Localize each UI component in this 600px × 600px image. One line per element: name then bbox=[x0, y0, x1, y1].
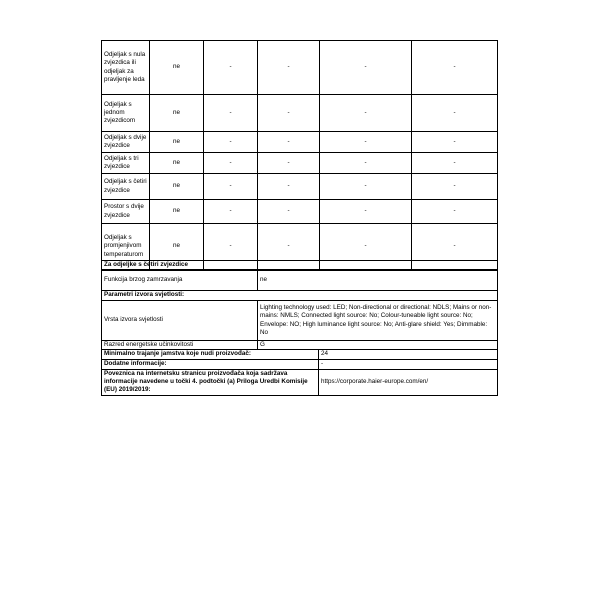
row-label: Odjeljak s četiri zvjezdice bbox=[102, 174, 150, 200]
website-link[interactable]: https://corporate.haier-europe.com/en/ bbox=[319, 370, 498, 396]
row-cell: - bbox=[412, 95, 498, 132]
row-label: Odjeljak s dvije zvjezdice bbox=[102, 132, 150, 153]
extra-info-label: Dodatne informacije: bbox=[102, 360, 319, 370]
row-value: ne bbox=[150, 174, 204, 200]
row-cell: - bbox=[412, 224, 498, 270]
row-cell: - bbox=[258, 200, 320, 224]
compartments-table bbox=[101, 40, 498, 270]
row-cell: - bbox=[412, 200, 498, 224]
row-label: Prostor s dvije zvjezdice bbox=[102, 200, 150, 224]
row-value: ne bbox=[150, 200, 204, 224]
row-cell: - bbox=[412, 174, 498, 200]
table-row bbox=[102, 95, 498, 132]
table-row bbox=[102, 350, 498, 360]
row-cell: - bbox=[320, 41, 412, 95]
row-cell: - bbox=[320, 153, 412, 174]
row-cell: - bbox=[204, 174, 258, 200]
light-type-label: Vrsta izvora svjetlosti bbox=[102, 301, 258, 341]
table-row bbox=[102, 174, 498, 200]
row-label: Odjeljak s tri zvjezdice bbox=[102, 153, 150, 174]
light-type-value: Lighting technology used: LED; Non-directional or directional: NDLS; Mains or non-mains: NMLS; Connected light source: No; Colour-tuneable light source: No; Envelope: NO; High luminance light source: No; Anti-glare shield: Yes; Dimmable: No bbox=[258, 301, 498, 341]
row-cell: - bbox=[204, 132, 258, 153]
energy-class-label: Razred energetske učinkovitosti bbox=[102, 341, 258, 350]
row-cell: - bbox=[204, 224, 258, 270]
row-value: ne bbox=[150, 41, 204, 95]
row-cell: - bbox=[204, 95, 258, 132]
row-cell: - bbox=[412, 41, 498, 95]
section-heading: Za odjeljke s četiri zvjezdice bbox=[102, 261, 498, 271]
row-cell: - bbox=[412, 132, 498, 153]
table-row bbox=[102, 301, 498, 341]
row-cell: - bbox=[258, 132, 320, 153]
row-value: ne bbox=[150, 95, 204, 132]
info-table bbox=[101, 349, 498, 396]
row-cell: - bbox=[320, 224, 412, 270]
row-cell: - bbox=[204, 200, 258, 224]
quick-freeze-value: ne bbox=[258, 271, 498, 291]
row-label: Odjeljak s promjenjivom temperaturom bbox=[102, 224, 150, 270]
row-cell: - bbox=[320, 200, 412, 224]
row-cell: - bbox=[258, 95, 320, 132]
row-cell: - bbox=[258, 153, 320, 174]
table-row bbox=[102, 360, 498, 370]
row-value: ne bbox=[150, 153, 204, 174]
row-cell: - bbox=[204, 41, 258, 95]
row-cell: - bbox=[258, 224, 320, 270]
row-cell: - bbox=[258, 41, 320, 95]
table-row bbox=[102, 132, 498, 153]
row-cell: - bbox=[204, 153, 258, 174]
website-link-label: Poveznica na internetsku stranicu proizvođača koja sadržava informacije navedene u točki 4. podtočki (a) Priloga Uredbi Komisije (EU) 2019/2019: bbox=[102, 370, 319, 396]
extra-info-value: - bbox=[319, 360, 498, 370]
energy-class-value: G bbox=[258, 341, 498, 350]
warranty-label: Minimalno trajanje jamstva koje nudi proizvođač: bbox=[102, 350, 319, 360]
warranty-value: 24 bbox=[319, 350, 498, 360]
row-value: ne bbox=[150, 132, 204, 153]
row-value: ne bbox=[150, 224, 204, 270]
table-row bbox=[102, 41, 498, 95]
row-cell: - bbox=[320, 174, 412, 200]
table-row bbox=[102, 271, 498, 291]
row-cell: - bbox=[258, 174, 320, 200]
quick-freeze-label: Funkcija brzog zamrzavanja bbox=[102, 271, 258, 291]
row-cell: - bbox=[320, 132, 412, 153]
table-row bbox=[102, 261, 498, 271]
table-row bbox=[102, 370, 498, 396]
row-label: Odjeljak s jednom zvjezdicom bbox=[102, 95, 150, 132]
row-cell: - bbox=[320, 95, 412, 132]
table-row bbox=[102, 291, 498, 301]
parameters-table bbox=[101, 260, 498, 350]
row-cell: - bbox=[412, 153, 498, 174]
table-row bbox=[102, 153, 498, 174]
row-label: Odjeljak s nula zvjezdica ili odjeljak za pravljenje leda bbox=[102, 41, 150, 95]
table-row bbox=[102, 200, 498, 224]
section-heading: Parametri izvora svjetlosti: bbox=[102, 291, 498, 301]
